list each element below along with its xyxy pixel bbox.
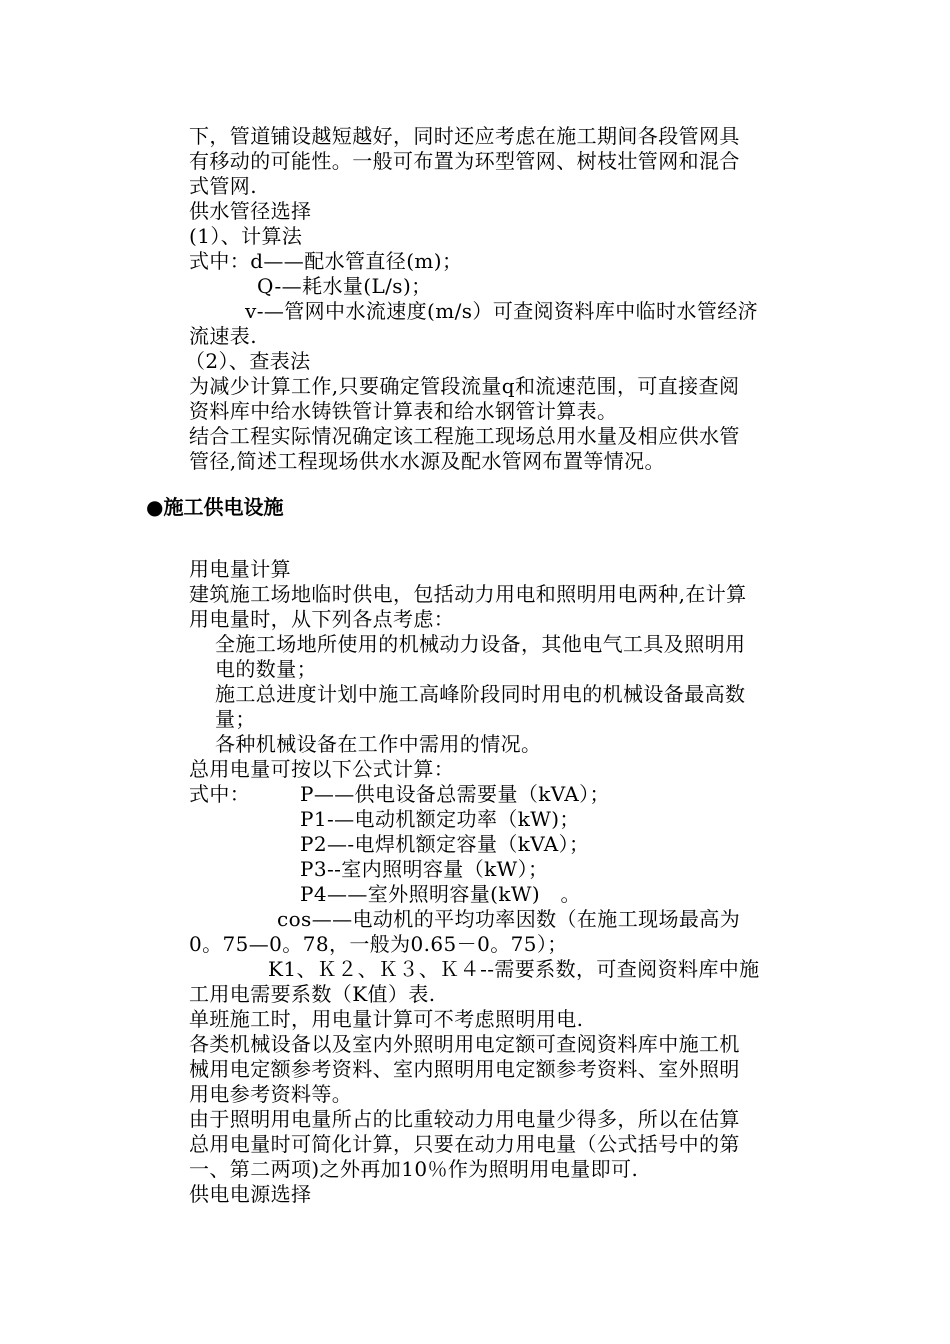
list-item: 施工总进度计划中施工高峰阶段同时用电的机械设备最高数 (215, 682, 746, 706)
text-line: 下，管道铺设越短越好，同时还应考虑在施工期间各段管网具 (189, 124, 740, 148)
method-calculation: (1）、计算法 (189, 224, 303, 248)
section-heading-power-supply: ●施工供电设施 (146, 495, 284, 519)
formula-where-q: Q-—耗水量(L/s)； (257, 274, 432, 298)
text-line: 管径,简述工程现场供水水源及配水管网布置等情况。 (189, 449, 665, 473)
text-line: 流速表. (189, 324, 257, 348)
formula-where-p4: P4——室外照明容量(kW) 。 (300, 882, 581, 906)
list-item-continued: 电的数量； (215, 657, 317, 681)
formula-where-p1: P1-—电动机额定功率（kW)； (300, 807, 580, 831)
formula-where-label: 式中： (189, 782, 251, 806)
text-line: 总用电量可按以下公式计算： (189, 757, 455, 781)
formula-where-d: 式中：d——配水管直径(m)； (189, 249, 463, 273)
text-line: 单班施工时，用电量计算可不考虑照明用电. (189, 1007, 584, 1031)
subheading-water-pipe-diameter: 供水管径选择 (189, 199, 312, 223)
text-line: 结合工程实际情况确定该工程施工现场总用水量及相应供水管 (189, 424, 740, 448)
text-line: 式管网. (189, 174, 257, 198)
subheading-power-calculation: 用电量计算 (189, 557, 291, 581)
formula-where-k: K1、Ｋ２、Ｋ３、Ｋ４--需要系数，可查阅资料库中施 (268, 957, 760, 981)
text-line: 总用电量时可简化计算，只要在动力用电量（公式括号中的第 (189, 1132, 740, 1156)
list-item-continued: 量； (215, 707, 256, 731)
list-item: 全施工场地所使用的机械动力设备，其他电气工具及照明用 (215, 632, 746, 656)
formula-where-p: P——供电设备总需要量（kVA）； (300, 782, 610, 806)
text-line: 为减少计算工作,只要确定管段流量q和流速范围，可直接查阅 (189, 374, 740, 398)
method-table-lookup: （2）、查表法 (185, 349, 311, 373)
text-line: 用电参考资料等。 (189, 1082, 353, 1106)
formula-where-p3: P3--室内照明容量（kW）； (300, 857, 549, 881)
text-line: 建筑施工场地临时供电，包括动力用电和照明用电两种,在计算 (189, 582, 747, 606)
subheading-power-source: 供电电源选择 (189, 1182, 312, 1206)
formula-where-cos: cos——电动机的平均功率因数（在施工现场最高为 (277, 907, 741, 931)
text-line: 由于照明用电量所占的比重较动力用电量少得多，所以在估算 (189, 1107, 740, 1131)
text-line: 械用电定额参考资料、室内照明用电定额参考资料、室外照明 (189, 1057, 740, 1081)
formula-where-v: v-—管网中水流速度(m/s）可查阅资料库中临时水管经济 (245, 299, 759, 323)
list-item: 各种机械设备在工作中需用的情况。 (215, 732, 542, 756)
text-line: 用电量时，从下列各点考虑： (189, 607, 455, 631)
text-line: 资料库中给水铸铁管计算表和给水钢管计算表。 (189, 399, 618, 423)
text-line: 有移动的可能性。一般可布置为环型管网、树枝壮管网和混合 (189, 149, 740, 173)
formula-where-p2: P2—-电焊机额定容量（kVA）； (300, 832, 590, 856)
text-line: 各类机械设备以及室内外照明用电定额可查阅资料库中施工机 (189, 1032, 740, 1056)
text-line: 工用电需要系数（K值）表. (189, 982, 436, 1006)
text-line: 一、第二两项)之外再加10％作为照明用电量即可. (189, 1157, 639, 1181)
text-line: 0。75—0。78，一般为0.65－0。75）； (189, 932, 568, 956)
